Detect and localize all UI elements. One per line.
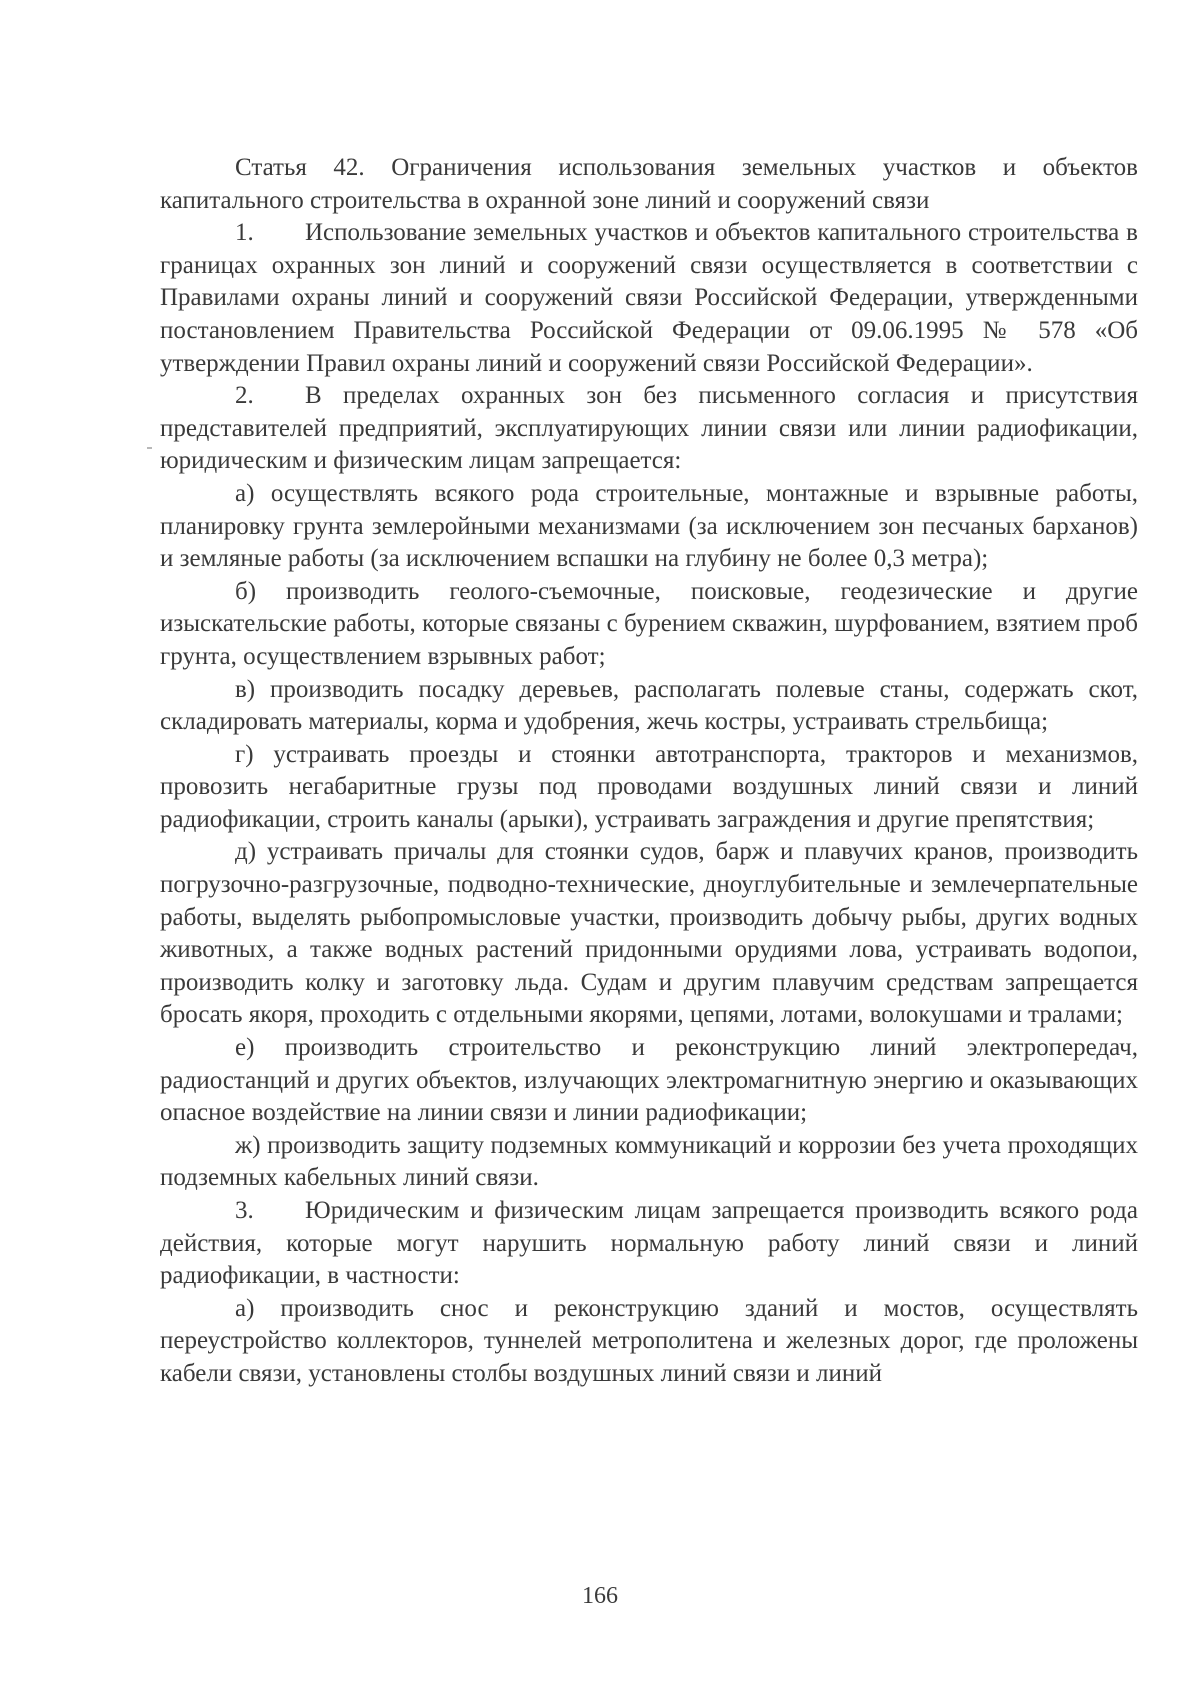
paragraph-text: Юридическим и физическим лицам запрещается производить всякого рода действия, которые могут нарушить нормальную работу линий связи и линий радиофикации, в частности: [160,1197,1138,1290]
paragraph-1 [160,217,1138,380]
page-number: 166 [582,1583,618,1609]
paragraph-number: 3. [235,1197,254,1224]
subparagraph-g: г) устраивать проезды и стоянки автотранспорта, тракторов и механизмов, провозить негабаритные грузы под проводами воздушных линий связи и линий радиофикации, строить каналы (арыки), устраивать заграждения и другие препятствия; [160,740,1138,833]
subparagraph-e: е) производить строительство и реконструкцию линий электропередач, радиостанций и других объектов, излучающих электромагнитную энергию и оказывающих опасное воздействие на линии связи и линии радиофикации; [160,1034,1138,1127]
document-page [160,152,1138,1391]
paragraph-3 [160,1195,1138,1293]
subparagraph-a: а) осуществлять всякого рода строительные, монтажные и взрывные работы, планировку грунта землеройными механизмами (за исключением зон песчаных барханов) и земляные работы (за исключением вспашки на глубину не более 0,3 метра); [160,479,1138,573]
article-title: Статья 42. Ограничения использования земельных участков и объектов капитального строительства в охранной зоне линий и сооружений связи [160,154,1138,214]
paragraph-2 [160,380,1138,478]
paragraph-text: Использование земельных участков и объектов капитального строительства в границах охранных зон линий и сооружений связи осуществляется в соответствии с Правилами охраны линий и сооружений связи Российской Федерации, утвержденными постановлением Правительства Российской Федерации от 09.06.1995 № 578 «Об утверждении Правил охраны линий и сооружений связи Российской Федерации». [160,219,1138,377]
scan-artifact [147,447,152,449]
subparagraph-b: б) производить геолого-съемочные, поисковые, геодезические и другие изыскательские работы, которые связаны с бурением скважин, шурфованием, взятием проб грунта, осуществлением взрывных работ; [160,577,1138,670]
subparagraph-v: в) производить посадку деревьев, располагать полевые станы, содержать скот, складировать материалы, корма и удобрения, жечь костры, устраивать стрельбища; [160,675,1138,736]
subparagraph-a-2: а) производить снос и реконструкцию зданий и мостов, осуществлять переустройство коллекторов, туннелей метрополитена и железных дорог, где проложены кабели связи, установлены столбы воздушных линий связи и линий [160,1294,1138,1387]
subparagraph-d: д) устраивать причалы для стоянки судов, барж и плавучих кранов, производить погрузочно-разгрузочные, подводно-технические, дноуглубительные и землечерпательные работы, выделять рыбопромысловые участки, производить добычу рыбы, других водных животных, а также водных растений придонными орудиями лова, устраивать водопои, производить колку и заготовку льда. Судам и другим плавучим средствам запрещается бросать якоря, проходить с отдельными якорями, цепями, лотами, волокушами и тралами; [160,838,1138,1029]
subparagraph-zh: ж) производить защиту подземных коммуникаций и коррозии без учета проходящих подземных кабельных линий связи. [160,1131,1138,1192]
paragraph-number: 2. [235,382,254,410]
paragraph-text: В пределах охранных зон без письменного согласия и присутствия представителей предприятий, эксплуатирующих линии связи или линии радиофикации, юридическим и физическим лицам запрещается: [160,382,1138,475]
paragraph-number: 1. [235,219,254,247]
